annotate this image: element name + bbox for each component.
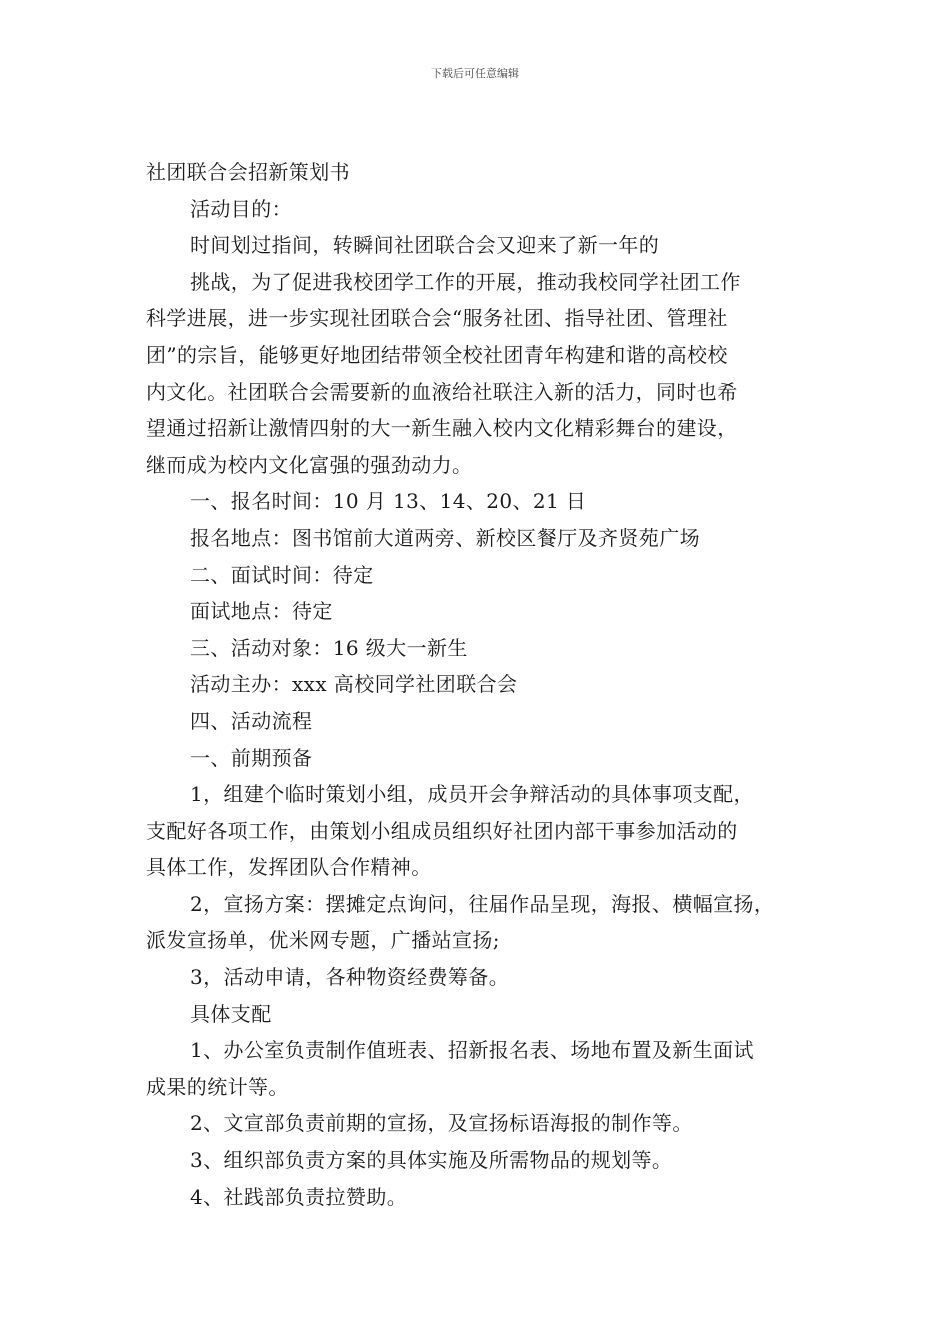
paragraph-line: 一、前期预备	[190, 745, 313, 770]
paragraph-line: 继而成为校内文化富强的强劲动力。	[146, 452, 473, 477]
paragraph-line: 科学进展，进一步实现社团联合会“服务社团、指导社团、管理社	[146, 306, 728, 331]
paragraph-line: 三、活动对象：16 级大一新生	[190, 635, 468, 660]
paragraph-line: 3，活动申请，各种物资经费筹备。	[190, 965, 510, 990]
paragraph-line: 具体支配	[190, 1001, 272, 1026]
paragraph-line: 挑战，为了促进我校团学工作的开展，推动我校同学社团工作	[190, 269, 741, 294]
paragraph-line: 面试地点：待定	[190, 599, 333, 624]
paragraph-line: 团”的宗旨，能够更好地团结带领全校社团青年构建和谐的高校校	[146, 342, 728, 367]
paragraph-line: 成果的统计等。	[146, 1074, 289, 1099]
paragraph-line: 四、活动流程	[190, 708, 313, 733]
document-title: 社团联合会招新策划书	[146, 160, 350, 184]
paragraph-line: 1，组建个临时策划小组，成员开会争辩活动的具体事项支配，	[190, 782, 754, 807]
paragraph-line: 报名地点：图书馆前大道两旁、新校区餐厅及齐贤苑广场	[190, 525, 700, 550]
paragraph-line: 2，宣扬方案：摆摊定点询问，往届作品呈现，海报、横幅宣扬，	[190, 891, 775, 916]
paragraph-line: 时间划过指间，转瞬间社团联合会又迎来了新一年的	[190, 233, 660, 258]
paragraph-line: 2、文宣部负责前期的宣扬，及宣扬标语海报的制作等。	[190, 1111, 693, 1136]
paragraph-line: 具体工作，发挥团队合作精神。	[146, 855, 432, 880]
page-header-note: 下载后可任意编辑	[431, 67, 519, 80]
document-body	[146, 154, 826, 1215]
paragraph-line: 3、组织部负责方案的具体实施及所需物品的规划等。	[190, 1148, 673, 1173]
paragraph-line: 4、社践部负责拉赞助。	[190, 1184, 408, 1209]
paragraph-line: 二、面试时间：待定	[190, 562, 374, 587]
paragraph-line: 活动主办：xxx 高校同学社团联合会	[190, 672, 518, 697]
paragraph-line: 1、办公室负责制作值班表、招新报名表、场地布置及新生面试	[190, 1038, 754, 1063]
paragraph-line: 活动目的：	[190, 196, 292, 221]
paragraph-line: 支配好各项工作，由策划小组成员组织好社团内部干事参加活动的	[146, 818, 738, 843]
paragraph-line: 派发宣扬单，优米网专题，广播站宣扬;	[146, 928, 500, 953]
paragraph-line: 内文化。社团联合会需要新的血液给社联注入新的活力，同时也希	[146, 379, 738, 404]
paragraph-line: 一、报名时间：10 月 13、14、20、21 日	[190, 489, 587, 514]
paragraph-line: 望通过招新让激情四射的大一新生融入校内文化精彩舞台的建设，	[146, 416, 738, 441]
